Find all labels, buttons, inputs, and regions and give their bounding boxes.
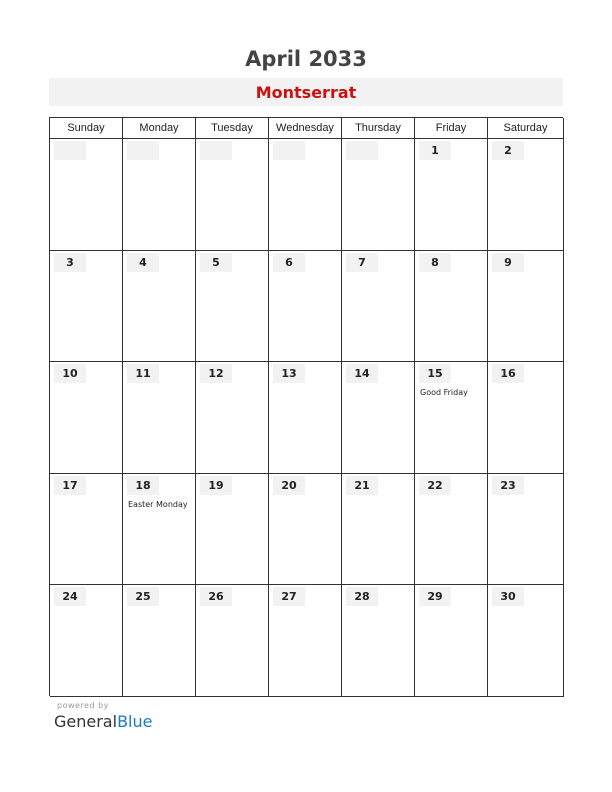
day-number: 17	[62, 478, 78, 492]
weekday-header-thursday: Thursday	[342, 118, 415, 139]
day-cell[interactable]	[415, 585, 488, 697]
day-number: 25	[135, 590, 151, 604]
weekday-header-tuesday: Tuesday	[196, 118, 269, 139]
day-cell[interactable]	[488, 474, 564, 586]
day-cell[interactable]	[415, 139, 488, 251]
day-number: 10	[62, 367, 78, 381]
day-cell[interactable]	[50, 251, 123, 363]
day-number: 15	[427, 367, 443, 381]
day-cell[interactable]	[123, 251, 196, 363]
day-cell[interactable]	[196, 474, 269, 586]
country-name: Montserrat	[255, 83, 357, 102]
day-number: 9	[504, 255, 512, 269]
day-number: 12	[208, 367, 224, 381]
day-cell[interactable]	[269, 139, 342, 251]
day-cell[interactable]	[123, 474, 196, 586]
day-cell[interactable]	[342, 585, 415, 697]
powered-by-label: powered by	[57, 701, 109, 710]
day-cell[interactable]	[269, 474, 342, 586]
day-cell[interactable]	[269, 585, 342, 697]
day-number	[200, 141, 232, 160]
day-number: 7	[358, 255, 366, 269]
brand-blue: Blue	[117, 712, 153, 731]
generalblue-logo[interactable]	[54, 712, 152, 731]
weekday-header-monday: Monday	[123, 118, 196, 139]
holiday-label: Good Friday	[420, 388, 468, 398]
weekday-header-wednesday: Wednesday	[269, 118, 342, 139]
day-cell[interactable]	[488, 251, 564, 363]
day-number: 14	[354, 367, 370, 381]
day-number: 21	[354, 478, 370, 492]
day-cell[interactable]	[488, 585, 564, 697]
day-cell[interactable]	[123, 139, 196, 251]
day-cell[interactable]	[342, 251, 415, 363]
day-cell[interactable]	[415, 251, 488, 363]
day-number: 27	[281, 590, 297, 604]
day-cell[interactable]	[196, 139, 269, 251]
day-cell[interactable]	[50, 362, 123, 474]
day-cell[interactable]	[196, 585, 269, 697]
day-cell[interactable]	[50, 585, 123, 697]
day-number	[54, 141, 86, 160]
day-number: 1	[431, 144, 439, 157]
weekday-header-sunday: Sunday	[50, 118, 123, 139]
day-number	[346, 141, 378, 160]
day-number: 23	[500, 478, 516, 492]
day-cell[interactable]	[269, 362, 342, 474]
day-cell[interactable]	[196, 251, 269, 363]
day-number: 30	[500, 590, 516, 604]
day-number	[273, 141, 305, 160]
day-number: 20	[281, 478, 297, 492]
day-number: 28	[354, 590, 370, 604]
day-number: 11	[135, 367, 151, 381]
day-cell[interactable]	[342, 139, 415, 251]
day-cell[interactable]	[123, 362, 196, 474]
day-number: 3	[66, 255, 74, 269]
day-cell[interactable]	[342, 474, 415, 586]
day-number: 29	[427, 590, 443, 604]
day-number: 16	[500, 367, 516, 381]
day-cell[interactable]	[50, 474, 123, 586]
calendar-title: April 2033	[245, 47, 367, 71]
day-number: 26	[208, 590, 224, 604]
day-number: 4	[139, 255, 147, 269]
day-number: 8	[431, 255, 439, 269]
day-number: 24	[62, 590, 78, 604]
day-cell[interactable]	[50, 139, 123, 251]
day-number: 22	[427, 478, 443, 492]
day-number: 18	[135, 478, 151, 492]
day-cell[interactable]	[415, 362, 488, 474]
day-number: 19	[208, 478, 224, 492]
day-number	[127, 141, 159, 160]
weekday-header-friday: Friday	[415, 118, 488, 139]
day-cell[interactable]	[196, 362, 269, 474]
day-cell[interactable]	[123, 585, 196, 697]
day-cell[interactable]	[415, 474, 488, 586]
brand-general: General	[54, 712, 118, 731]
day-number: 5	[212, 255, 220, 269]
day-number: 6	[285, 255, 293, 269]
weekday-header-saturday: Saturday	[488, 118, 564, 139]
day-number: 2	[504, 144, 512, 157]
day-cell[interactable]	[269, 251, 342, 363]
day-cell[interactable]	[488, 362, 564, 474]
holiday-label: Easter Monday	[128, 499, 188, 509]
country-banner	[49, 78, 563, 106]
day-cell[interactable]	[488, 139, 564, 251]
calendar-grid	[49, 117, 563, 696]
day-cell[interactable]	[342, 362, 415, 474]
day-number: 13	[281, 367, 297, 381]
